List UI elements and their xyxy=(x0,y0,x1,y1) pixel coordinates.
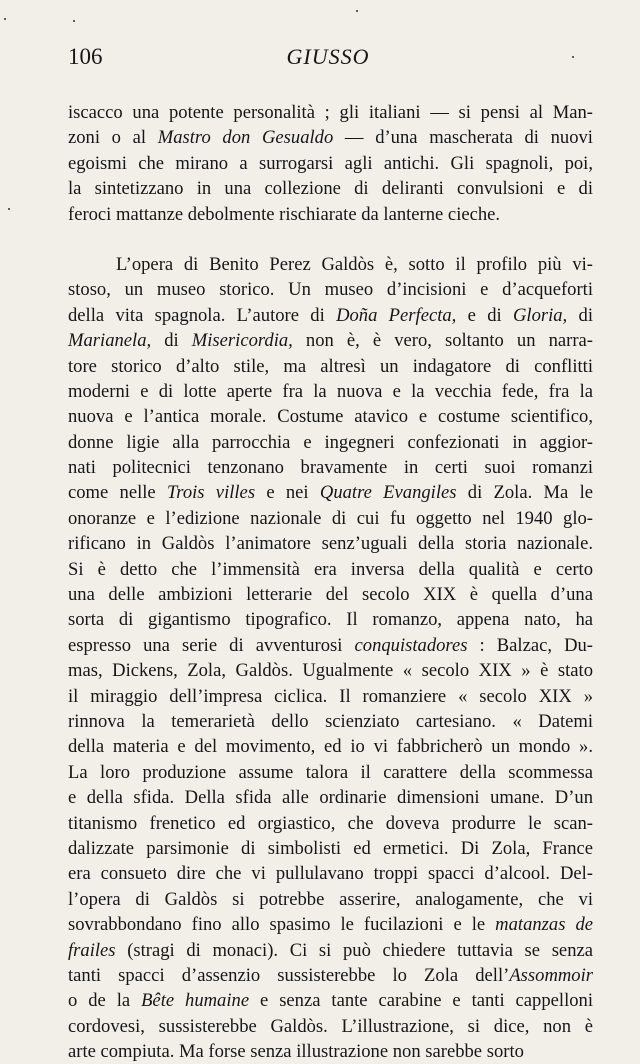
text-run: stoso, un museo storico. Un museo d’incisioni e d’acqueforti xyxy=(68,279,593,301)
text-line xyxy=(68,785,593,810)
text-line xyxy=(68,734,593,759)
text-line xyxy=(68,557,593,582)
text-run: non è, è vero, soltanto un narra- xyxy=(292,330,593,352)
italic-title: Mastro don Gesualdo xyxy=(157,127,334,149)
text-line xyxy=(68,430,593,455)
text-run: e nei xyxy=(255,482,320,504)
text-run: L’opera di Benito Perez Galdòs è, sotto il profilo più vi- xyxy=(116,253,593,275)
text-line xyxy=(68,938,593,963)
text-run: di xyxy=(151,330,192,352)
paragraph xyxy=(68,252,593,1064)
text-line xyxy=(68,404,593,429)
text-line xyxy=(68,151,593,176)
paragraph-gap xyxy=(68,227,593,252)
text-run: come nelle xyxy=(68,482,167,504)
text-run: sovrabbondano fino allo spasimo le fucilazioni e le xyxy=(68,914,496,936)
text-run: zoni o al xyxy=(68,127,158,149)
text-line xyxy=(68,328,593,353)
italic-title: Bête humaine xyxy=(141,990,250,1012)
italic-title: conquistadores xyxy=(354,634,468,656)
text-run: La loro produzione assume talora il carattere della scommessa xyxy=(68,761,593,783)
text-run: mas, Dickens, Zola, Galdòs. Ugualmente « secolo XIX » è stato xyxy=(68,660,593,682)
italic-title: Misericordia, xyxy=(191,330,293,352)
text-run: iscacco una potente personalità ; gli italiani — si pensi al Man- xyxy=(68,102,593,123)
italic-title: frailes xyxy=(68,939,116,961)
italic-title: Quatre Evangiles xyxy=(319,482,457,504)
text-run: nati politecnici tenzonano bravamente in certi suoi romanzi xyxy=(68,457,593,479)
text-line xyxy=(68,836,593,861)
text-run: egoismi che mirano a surrogarsi agli antichi. Gli spagnoli, poi, xyxy=(68,152,593,174)
text-run: tanti spacci d’assenzio sussisterebbe lo Zola dell’ xyxy=(68,964,510,986)
text-run: tore storico d’alto stile, ma altresì un indagatore di conflitti xyxy=(68,355,593,377)
text-line xyxy=(68,379,593,404)
text-line xyxy=(68,709,593,734)
scan-speck xyxy=(8,208,10,210)
text-run: l’opera di Galdòs si potrebbe asserire, analogamente, che vi xyxy=(68,888,593,910)
text-run: di Zola. Ma le xyxy=(456,482,594,504)
text-run: e senza tante carabine e tanti cappelloni xyxy=(249,990,593,1012)
text-run: una delle ambizioni letterarie del secolo XIX è quella d’una xyxy=(68,584,593,606)
text-run: o de la xyxy=(68,990,142,1012)
text-line xyxy=(68,582,593,607)
text-run: la sintetizzano in una collezione di deliranti convulsioni e di xyxy=(68,178,593,200)
text-line xyxy=(68,303,593,328)
text-line xyxy=(68,277,593,302)
text-run: arte compiuta. Ma forse senza illustrazione non sarebbe sorto xyxy=(68,1041,524,1063)
text-run: della vita spagnola. L’autore di xyxy=(68,304,337,326)
text-line xyxy=(68,684,593,709)
text-run: feroci mattanze debolmente rischiarate da lanterne cieche. xyxy=(68,203,501,225)
text-line xyxy=(68,912,593,937)
scan-speck xyxy=(4,18,6,20)
text-line xyxy=(68,988,593,1013)
text-run: di xyxy=(567,304,593,326)
text-line xyxy=(68,963,593,988)
page-header xyxy=(68,44,588,74)
text-line xyxy=(68,354,593,379)
text-line xyxy=(68,607,593,632)
text-line xyxy=(68,100,593,125)
text-line xyxy=(68,252,593,277)
text-run: moderni e di lotte aperte fra la nuova e la vecchia fede, fra la xyxy=(68,380,593,402)
text-run: sorta di gigantismo tipografico. Il romanzo, appena nato, ha xyxy=(68,609,593,631)
text-run: e di xyxy=(456,304,513,326)
scan-speck xyxy=(73,20,75,22)
text-line xyxy=(68,760,593,785)
body-text xyxy=(68,100,593,1064)
italic-title: Assommoir xyxy=(509,964,593,986)
text-line xyxy=(68,506,593,531)
paragraph xyxy=(68,100,593,227)
text-line xyxy=(68,1039,593,1064)
italic-title: Marianela, xyxy=(68,330,152,352)
text-run: (stragi di monaci). Ci si può chiedere tuttavia se senza xyxy=(115,939,593,961)
text-run: onoranze e l’edizione nazionale di cui fu oggetto nel 1940 glo- xyxy=(68,507,593,529)
text-run: rinnova la temerarietà dello scienziato cartesiano. « Datemi xyxy=(68,710,593,732)
text-run: espresso una serie di avventurosi xyxy=(68,634,355,656)
text-line xyxy=(68,1014,593,1039)
text-run: donne ligie alla parrocchia e ingegneri confezionati in aggior- xyxy=(68,431,593,453)
text-run: e della sfida. Della sfida alle ordinarie dimensioni umane. D’un xyxy=(68,787,593,809)
text-line xyxy=(68,658,593,683)
italic-title: Gloria, xyxy=(512,304,568,326)
italic-title: matanzas de xyxy=(495,914,593,936)
running-title: GIUSSO xyxy=(286,44,370,69)
page-number: 106 xyxy=(68,44,103,69)
italic-title: Trois villes xyxy=(166,482,256,504)
scan-speck xyxy=(356,10,358,12)
text-run: titanismo frenetico ed orgiastico, che doveva produrre le scan- xyxy=(68,812,593,834)
text-run: : Balzac, Du- xyxy=(467,634,593,656)
text-line xyxy=(68,480,593,505)
text-run: Si è detto che l’immensità era inversa della qualità e certo xyxy=(68,558,593,580)
text-run: della materia e del movimento, ed io vi fabbricherò un mondo ». xyxy=(68,736,593,758)
text-run: — d’una mascherata di nuovi xyxy=(333,127,593,149)
italic-title: Doña Perfecta, xyxy=(336,304,457,326)
text-line xyxy=(68,861,593,886)
text-line xyxy=(68,811,593,836)
text-line xyxy=(68,176,593,201)
text-line xyxy=(68,125,593,150)
text-run: il miraggio dell’impresa ciclica. Il romanziere « secolo XIX » xyxy=(68,685,593,707)
scan-speck xyxy=(572,56,574,58)
text-line xyxy=(68,202,593,227)
text-run: rificano in Galdòs l’animatore senz’uguali della storia nazionale. xyxy=(68,533,593,555)
text-line xyxy=(68,633,593,658)
text-line xyxy=(68,887,593,912)
text-line xyxy=(68,531,593,556)
text-run: cordovesi, sussisterebbe Galdòs. L’illustrazione, si dice, non è xyxy=(68,1015,593,1037)
text-line xyxy=(68,455,593,480)
text-run: era consueto dire che vi pullulavano troppi spacci d’alcool. Del- xyxy=(68,863,593,885)
text-run: dalizzate parsimonie di simbolisti ed ermetici. Di Zola, France xyxy=(68,837,593,859)
text-run: nuova e l’antica morale. Costume atavico e costume scientifico, xyxy=(68,406,593,428)
